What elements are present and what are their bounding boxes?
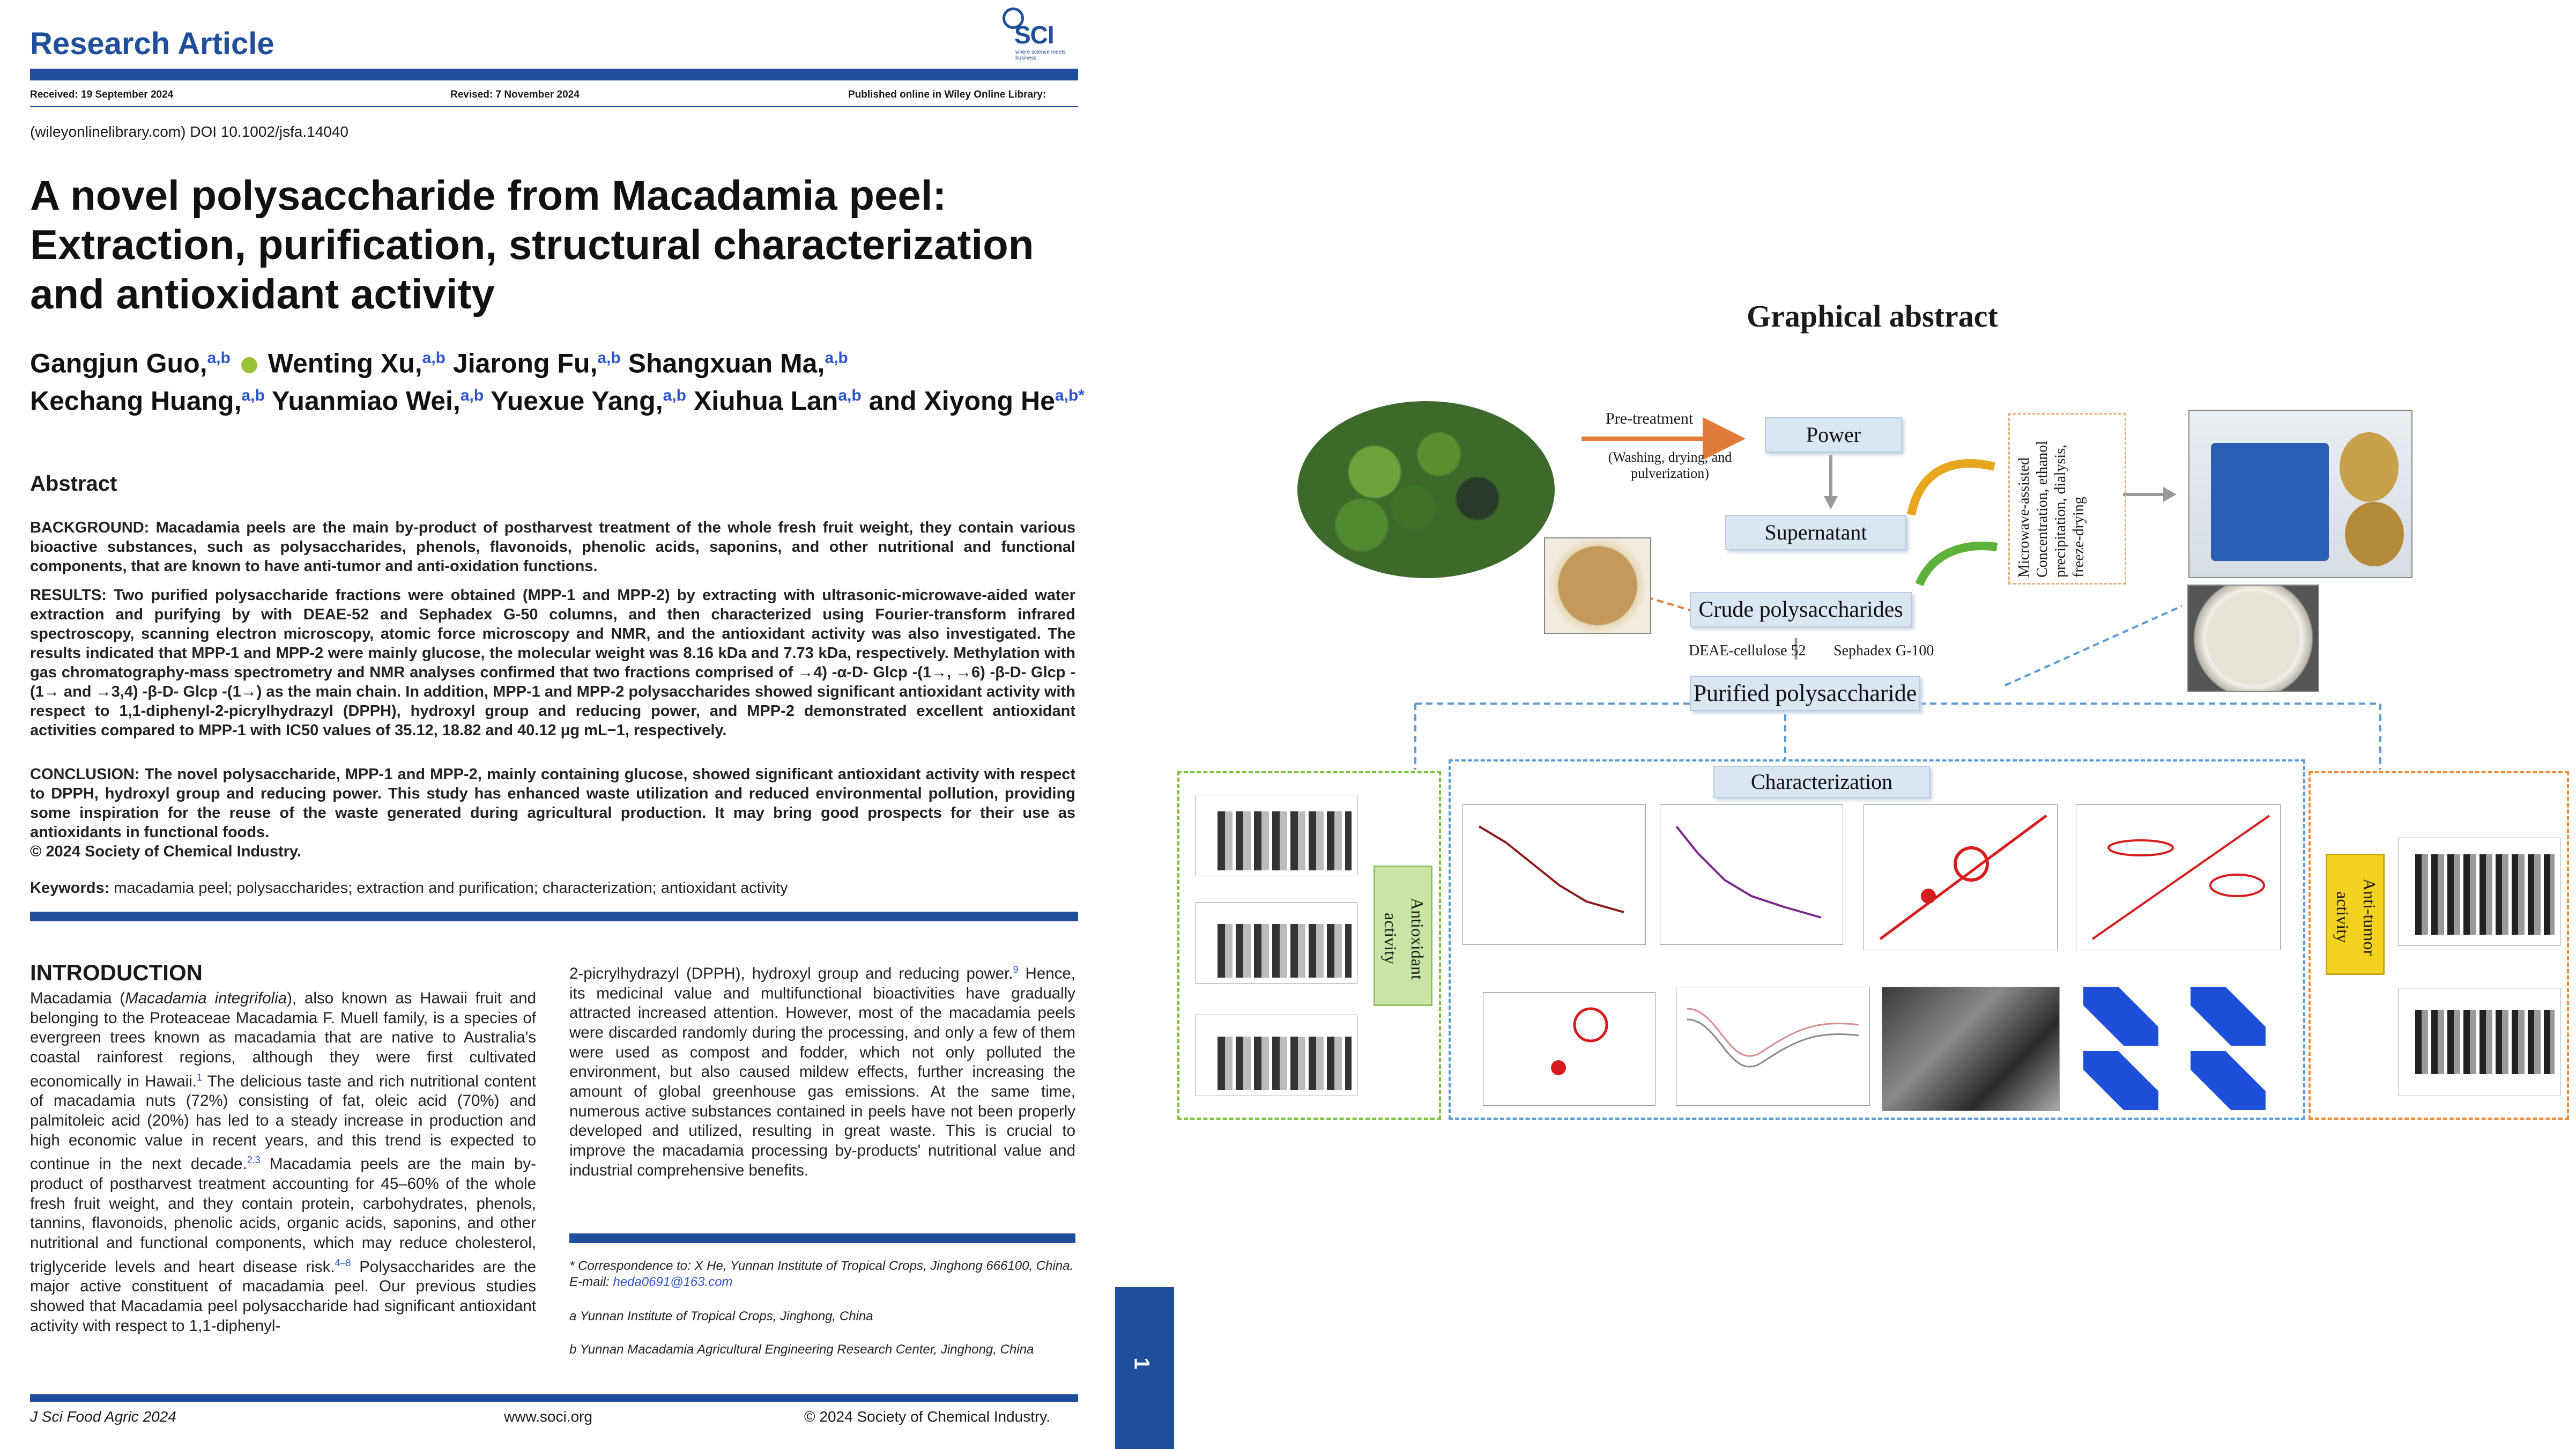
- graphical-abstract-title: Graphical abstract: [1747, 299, 1998, 334]
- received-date: Received: 19 September 2024: [30, 89, 174, 100]
- sephadex-label: Sephadex G-100: [1833, 642, 1934, 659]
- crude-polysaccharides-box: Crude polysaccharides: [1690, 592, 1912, 627]
- footnote-rule: [569, 1233, 1075, 1243]
- footer-rule: [30, 1394, 1078, 1402]
- author-list: Gangjun Guo,$^{a,b}$ Wenting Xu,$^{a,b}$ Jiarong Fu,$^{a,b}$ Shangxuan Ma,$^{a,b}$ Kechang Huang,$^{a,b}$ Yuanmiao Wei,$^{a,b}$ Yuexue Yang,$^{a,b}$ Xiuhua Lan$^{a,b}$ and Xiyong $He^{a,b*}$: [30, 348, 1085, 416]
- supernatant-box: Supernatant: [1725, 515, 1906, 550]
- pretreatment-label: Pre-treatment: [1606, 410, 1694, 427]
- power-box: Power: [1765, 417, 1902, 453]
- microwave-extraction-note: Microwave-assisted Concentration, ethanol precipitation, dialysis, freeze-drying: [2008, 413, 2126, 585]
- microwave-instrument-photo: [2188, 410, 2412, 578]
- pretreatment-detail: (Washing, drying, and pulverization): [1608, 449, 1732, 481]
- footer-site-link[interactable]: www.soci.org: [504, 1408, 592, 1425]
- sem-image: [1882, 987, 2060, 1111]
- correspondence-note: * Correspondence to: X He, Yunnan Institute of Tropical Crops, Jinghong 666100, China. E-mail: heda0691@163.com: [569, 1259, 1074, 1289]
- article-title: A novel polysaccharide from Macadamia peel: Extraction, purification, structural characterization and antioxidant activity: [30, 172, 1034, 317]
- antioxidant-label: Antioxidant activity: [1374, 866, 1432, 1006]
- sci-logo: SCI where science meets business: [1003, 8, 1078, 61]
- footer-copyright: © 2024 Society of Chemical Industry.: [804, 1408, 1050, 1425]
- email-link[interactable]: heda0691@163.com: [613, 1275, 733, 1289]
- meta-rule: [30, 106, 1078, 107]
- characterization-box: Characterization: [1713, 766, 1930, 798]
- affiliation-b: b Yunnan Macadamia Agricultural Engineering Research Center, Jinghong, China: [569, 1342, 1034, 1357]
- nmr-2d-plot-1: [1864, 804, 2058, 950]
- intro-column-2: 2-picrylhydrazyl (DPPH), hydroxyl group and reducing power.$^9$ Hence, its medicinal value and multifunctional bioactivities have gradually attracted increased attention. However, most of the macadamia peels were discarded randomly during the processing, and only a few of them were used as compost and fodder, which not only polluted the environment, but also caused mildew effects, further increasing the amount of global greenhouse gas emissions. At the same time, numerous active substances contained in peels have not been properly developed and utilized, resulting in great waste. This is crucial to improve the macadamia processing by-products' nutritional value and industrial comprehensive benefits.: [569, 964, 1075, 1179]
- dpph-bar-plot: [1196, 795, 1357, 876]
- article-page: [0, 0, 1174, 1449]
- tumor-bar-plot-1: [2399, 838, 2560, 946]
- published-note: Published online in Wiley Online Library:: [848, 89, 1046, 100]
- afm-image-1: [2083, 987, 2158, 1046]
- copyright-line: © 2024 Society of Chemical Industry.: [30, 843, 301, 860]
- afm-image-2: [2191, 987, 2266, 1046]
- afm-image-4: [2191, 1051, 2266, 1110]
- reducing-power-bar-plot: [1196, 1015, 1357, 1096]
- characterization-panel: [1449, 759, 2305, 1120]
- doi-link[interactable]: (wileyonlinelibrary.com) DOI 10.1002/jsfa.14040: [30, 123, 348, 140]
- nmr-2d-plot-3: [1483, 992, 1656, 1106]
- introduction-heading: INTRODUCTION: [30, 960, 203, 985]
- hydroxyl-bar-plot: [1196, 902, 1357, 984]
- footer-journal: J Sci Food Agric 2024: [30, 1408, 176, 1425]
- intro-column-1: Macadamia (Macadamia integrifolia), also known as Hawaii fruit and belonging to the Proteaceae Macadamia F. Muell family, is a species of evergreen trees known as macadamia that are native to Australia's coastal rainforest regions, although they were first cultivated economically in Hawaii.$^1$ The delicious taste and rich nutritional content of macadamia nuts (72%) consisting of fat, oleic acid (70%) and palmitoleic acid (20%) has led to a steady increase in production and high economic value in recent years, and this trend is expected to continue in the next decade.$^{2,3}$ Macadamia peels are the main by-product of postharvest treatment accounting for 45–60% of the whole fresh fruit weight, and they contain protein, carbohydrates, phenols, tannins, flavonoids, phenolic acids, organic acids, saponins, and other nutritional and functional components, which may reduce cholesterol, triglyceride levels and heart disease risk.$^{4-8}$ Polysaccharides are the major active constituent of macadamia peel. Our previous studies showed that Macadamia peel polysaccharide had significant antioxidant activity with respect to 1,1-diphenyl-: [30, 989, 537, 1335]
- article-type-label: Research Article: [30, 26, 274, 61]
- tumor-bar-plot-2: [2399, 988, 2560, 1096]
- abstract-rule: [30, 912, 1078, 921]
- orcid-icon[interactable]: [241, 357, 257, 373]
- antioxidant-panel: [1177, 771, 1441, 1120]
- citation-link[interactable]: 1: [196, 1071, 202, 1083]
- macadamia-fruit-photo: [1297, 401, 1555, 578]
- gpc-curve-b-plot: [1660, 804, 1843, 945]
- page-number: 1: [1130, 1357, 1154, 1370]
- purified-polysaccharide-box: Purified polysaccharide: [1690, 676, 1920, 711]
- affiliation-a: a Yunnan Institute of Tropical Crops, Jinghong, China: [569, 1309, 873, 1324]
- nmr-2d-plot-2: [2076, 804, 2281, 950]
- citation-link[interactable]: 2,3: [247, 1155, 261, 1166]
- keywords: Keywords: macadamia peel; polysaccharides; extraction and purification; characterization; antioxidant activity: [30, 879, 788, 897]
- crude-powder-photo: [1544, 537, 1651, 634]
- citation-link[interactable]: 9: [1013, 964, 1019, 975]
- abstract-results: RESULTS: Two purified polysaccharide fractions were obtained (MPP-1 and MPP-2) by extracting with ultrasonic-microwave-aided water extraction and purifying by with DEAE-52 and Sephadex G-50 columns, and then characterized using Fourier-transform infrared spectroscopy, scanning electron microscopy, atomic force microscopy and NMR, and the antioxidant activity was also investigated. The results indicated that MPP-1 and MPP-2 were mainly glucose, the molecular weight was 8.16 kDa and 7.73 kDa, respectively. Methylation with gas chromatography-mass spectrometry and NMR analyses confirmed that two fractions comprised of →4) -α-D- Glcp -(1→, →6) -β-D- Glcp -(1→ and →3,4) -β-D- Glcp -(1→) as the main chain. In addition, MPP-1 and MPP-2 polysaccharides showed significant antioxidant activity with respect to 1,1-diphenyl-2-picrylhydrazyl (DPPH), hydroxyl group and reducing power, and MPP-2 demonstrated excellent antioxidant activities compared to MPP-1 with IC50 values of 35.12, 18.82 and 40.12 μg mL−1, respectively.: [30, 587, 1075, 739]
- purified-sample-photo: [2187, 585, 2319, 692]
- abstract-background: BACKGROUND: Macadamia peels are the main by-product of postharvest treatment of the whole fresh fruit weight, they contain various bioactive substances, such as polysaccharides, phenols, flavonoids, phenolic acids, saponins, and other nutritional and functional components, that are known to have anti-tumor and anti-oxidation functions.: [30, 519, 1075, 575]
- ftir-spectrum-plot: [1676, 987, 1870, 1106]
- revised-date: Revised: 7 November 2024: [450, 89, 580, 100]
- citation-link[interactable]: 4–8: [335, 1257, 351, 1268]
- gpc-curve-a-plot: [1463, 804, 1646, 945]
- abstract-conclusion: CONCLUSION: The novel polysaccharide, MPP-1 and MPP-2, mainly containing glucose, showed significant antioxidant activity with respect to DPPH, hydroxyl group and reducing power. This study has enhanced waste utilization and reduced environmental pollution, providing some inspiration for the reuse of the waste generated during agricultural production. It may bring good prospects for their use as antioxidants in functional foods.: [30, 766, 1075, 841]
- afm-image-3: [2083, 1051, 2158, 1110]
- abstract-heading: Abstract: [30, 472, 117, 496]
- anti-tumor-panel: [2308, 771, 2569, 1120]
- header-rule: [30, 69, 1078, 80]
- deae-label: DEAE-cellulose 52: [1689, 642, 1806, 659]
- anti-tumor-label: Anti-tumor activity: [2326, 854, 2385, 975]
